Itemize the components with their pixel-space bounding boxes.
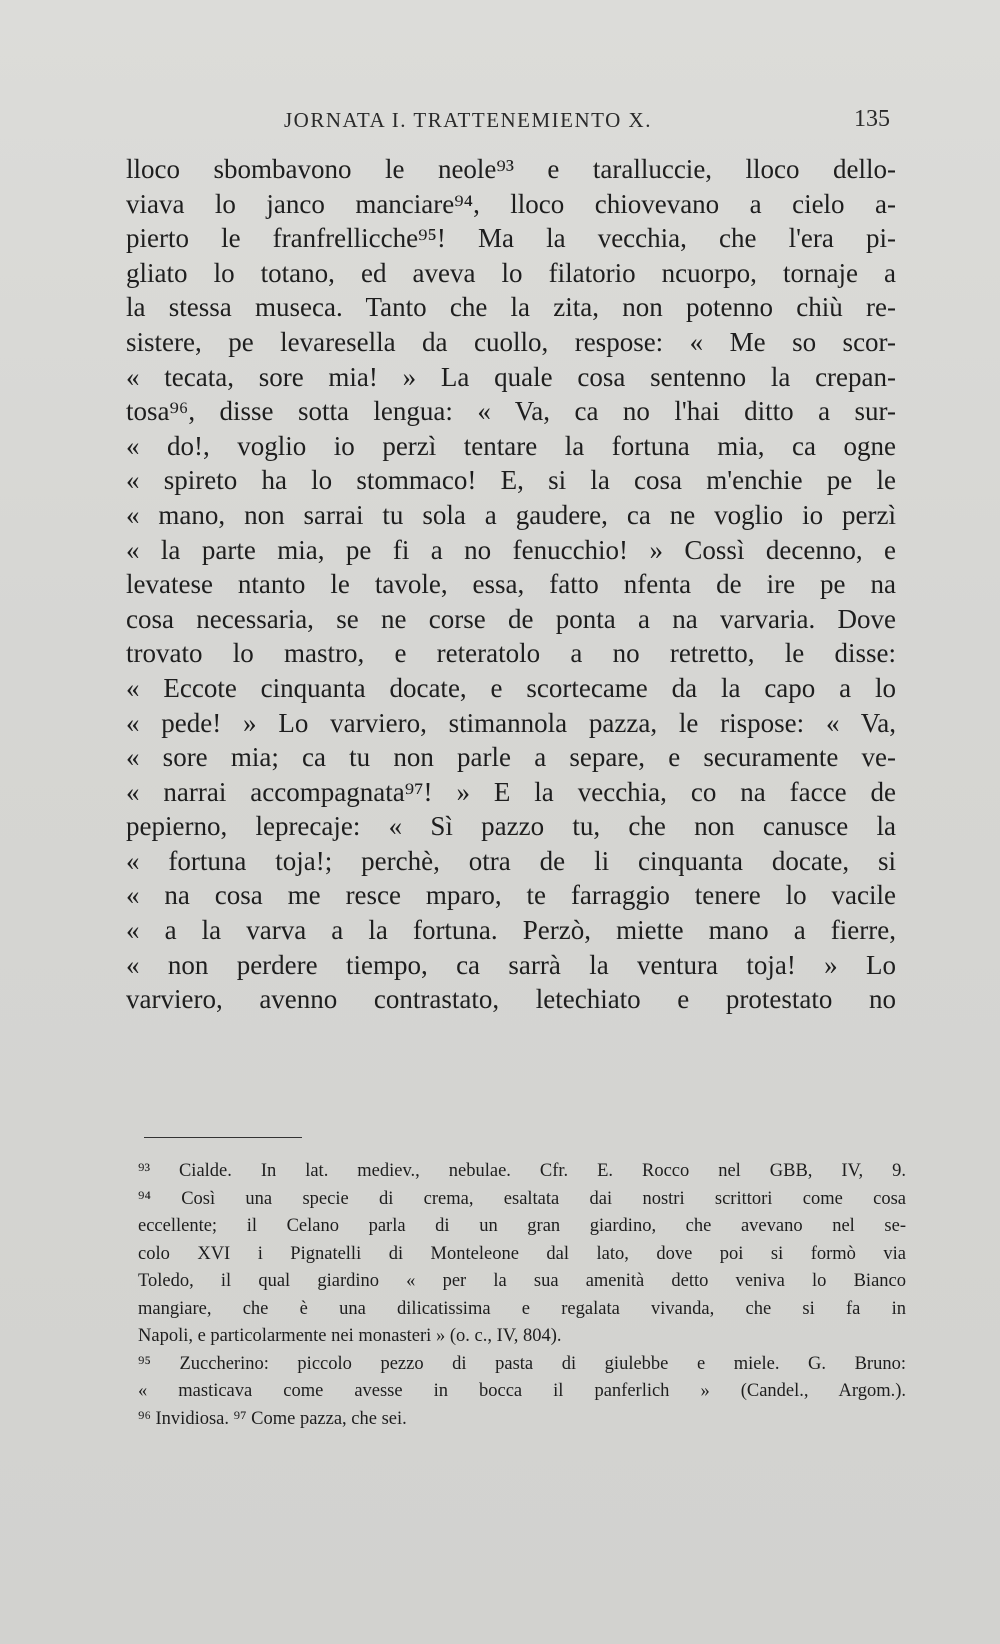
page-header <box>128 106 890 142</box>
text-line: « fortuna toja!; perchè, otra de li cinquanta docate, si <box>126 845 896 876</box>
text-line: « a la varva a la fortuna. Perzò, miette mano a fierre, <box>126 915 896 946</box>
footnote-rule <box>144 1137 302 1138</box>
text-line: « na cosa me resce mparo, te farraggio tenere lo vacile <box>126 880 896 911</box>
running-head: JORNATA I. TRATTENEMIENTO X. <box>284 108 652 132</box>
text-line: « do!, voglio io perzì tentare la fortuna mia, ca ogne <box>126 430 896 461</box>
footnote-line: ⁹⁵ Zuccherino: piccolo pezzo di pasta di giulebbe e miele. G. Bruno: <box>138 1353 906 1374</box>
text-line: cosa necessaria, se ne corse de ponta a na varvaria. Dove <box>126 603 896 634</box>
text-line: « narrai accompagnata⁹⁷! » E la vecchia, co na facce de <box>126 776 896 807</box>
footnote-line: colo XVI i Pignatelli di Monteleone dal lato, dove poi si formò via <box>138 1243 906 1264</box>
text-line: « mano, non sarrai tu sola a gaudere, ca ne voglio io perzì <box>126 499 896 530</box>
text-line: « spireto ha lo stommaco! E, si la cosa m'enchie pe le <box>126 465 896 496</box>
text-line: « la parte mia, pe fi a no fenucchio! » Cossì decenno, e <box>126 534 896 565</box>
text-line: trovato lo mastro, e reteratolo a no retretto, le disse: <box>126 638 896 669</box>
footnote-line: Napoli, e particolarmente nei monasteri » (o. c., IV, 804). <box>138 1326 562 1346</box>
text-line: « tecata, sore mia! » La quale cosa sentenno la crepan- <box>126 361 896 392</box>
body-text <box>126 152 896 1017</box>
page-number: 135 <box>854 106 890 132</box>
text-line: lloco sbombavono le neole⁹³ e taralluccie, lloco dello- <box>126 154 896 184</box>
footnote-line: Toledo, il qual giardino « per la sua amenità detto veniva lo Bianco <box>138 1271 906 1291</box>
text-line: levatese ntanto le tavole, essa, fatto nfenta de ire pe na <box>126 569 896 600</box>
text-line: pierto le franfrellicche⁹⁵! Ma la vecchia, che l'era pi- <box>126 223 896 254</box>
text-line: gliato lo totano, ed aveva lo filatorio ncuorpo, tornaje a <box>126 257 896 288</box>
footnote-line: ⁹³ Cialde. In lat. mediev., nebulae. Cfr. E. Rocco nel GBB, IV, 9. <box>138 1161 906 1181</box>
text-line: « Eccote cinquanta docate, e scortecame da la capo a lo <box>126 672 896 703</box>
text-line: la stessa museca. Tanto che la zita, non potenno chiù re- <box>126 292 896 323</box>
text-line: sistere, pe levaresella da cuollo, respose: « Me so scor- <box>126 326 896 357</box>
text-line: pepierno, leprecaje: « Sì pazzo tu, che non canusce la <box>126 811 896 842</box>
text-line: tosa⁹⁶, disse sotta lengua: « Va, ca no l'hai ditto a sur- <box>126 396 896 427</box>
footnote-line: « masticava come avesse in bocca il panferlich » (Candel., Argom.). <box>138 1381 906 1401</box>
text-line: varviero, avenno contrastato, letechiato e protestato no <box>126 984 896 1015</box>
text-line: « non perdere tiempo, ca sarrà la ventura toja! » Lo <box>126 949 896 980</box>
footnote-line: ⁹⁴ Così una specie di crema, esaltata dai nostri scrittori come cosa <box>138 1188 906 1209</box>
footnotes <box>138 1158 906 1433</box>
text-line: « sore mia; ca tu non parle a separe, e securamente ve- <box>126 742 896 773</box>
text-line: « pede! » Lo varviero, stimannola pazza, le rispose: « Va, <box>126 707 896 738</box>
text-line: viava lo janco manciare⁹⁴, lloco chiovevano a cielo a- <box>126 188 896 219</box>
footnote-line: ⁹⁶ Invidiosa. ⁹⁷ Come pazza, che sei. <box>138 1408 407 1429</box>
footnote-line: eccellente; il Celano parla di un gran giardino, che avevano nel se- <box>138 1216 906 1236</box>
footnote-line: mangiare, che è una dilicatissima e regalata vivanda, che si fa in <box>138 1298 906 1319</box>
